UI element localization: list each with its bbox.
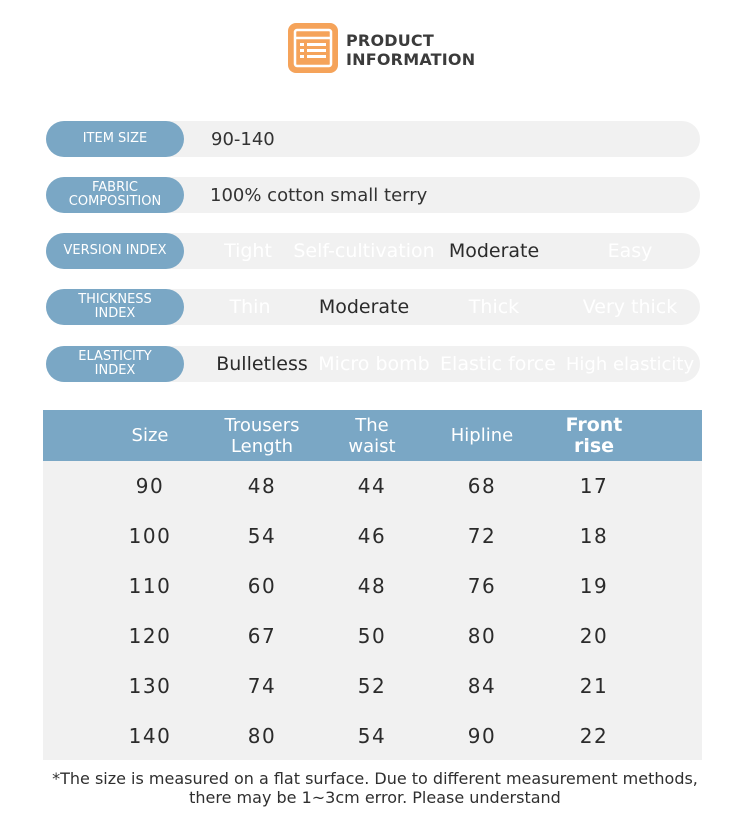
table-row: [43, 461, 702, 511]
table-cell: 76: [467, 574, 497, 598]
version-option-self-cultivation: Self-cultivation: [293, 240, 435, 262]
item-size-label: ITEM SIZE: [46, 121, 184, 157]
title-line-1: PRODUCT: [346, 31, 434, 50]
table-cell: 22: [579, 724, 609, 748]
header-trousers-length: Trousers Length: [224, 414, 300, 457]
table-cell: 80: [247, 724, 277, 748]
item-size-row: [46, 121, 700, 157]
title-line-2: INFORMATION: [346, 50, 476, 69]
thickness-option-thin: Thin: [229, 296, 271, 318]
table-cell: 46: [357, 524, 387, 548]
label-line-2: COMPOSITION: [68, 194, 162, 209]
table-row: [43, 711, 702, 761]
table-cell: 130: [128, 674, 172, 698]
table-cell: 90: [135, 474, 165, 498]
table-cell: 20: [579, 624, 609, 648]
label-line-2: INDEX: [94, 306, 136, 321]
table-cell: 74: [247, 674, 277, 698]
table-cell: 120: [128, 624, 172, 648]
thickness-index-label: [46, 289, 184, 325]
note-line-1: *The size is measured on a flat surface. Due to different measurement methods,: [52, 769, 698, 788]
version-index-row: [46, 233, 700, 269]
table-row: [43, 511, 702, 561]
elasticity-option-high-elasticity: High elasticity: [565, 353, 695, 375]
table-cell: 68: [467, 474, 497, 498]
table-cell: 48: [247, 474, 277, 498]
elasticity-index-row: [46, 346, 700, 382]
table-cell: 19: [579, 574, 609, 598]
table-cell: 54: [247, 524, 277, 548]
measurement-note: [0, 769, 750, 807]
thickness-index-row: [46, 289, 700, 325]
table-cell: 90: [467, 724, 497, 748]
table-cell: 140: [128, 724, 172, 748]
note-line-2: there may be 1~3cm error. Please understand: [189, 788, 561, 807]
table-cell: 60: [247, 574, 277, 598]
table-cell: 21: [579, 674, 609, 698]
thickness-option-moderate: Moderate: [318, 296, 410, 318]
header-size: Size: [131, 425, 169, 446]
fabric-composition-row: [46, 177, 700, 213]
table-cell: 110: [128, 574, 172, 598]
table-cell: 50: [357, 624, 387, 648]
table-row: [43, 661, 702, 711]
label-line-1: ELASTICITY: [78, 349, 152, 364]
table-cell: 72: [467, 524, 497, 548]
table-cell: 54: [357, 724, 387, 748]
fabric-composition-value: 100% cotton small terry: [210, 184, 428, 206]
table-cell: 17: [579, 474, 609, 498]
table-cell: 48: [357, 574, 387, 598]
table-header: [43, 410, 702, 461]
document-list-icon: [288, 23, 338, 73]
version-option-tight: Tight: [224, 240, 272, 262]
version-option-moderate: Moderate: [448, 240, 540, 262]
table-cell: 18: [579, 524, 609, 548]
label-line-1: FABRIC: [91, 180, 139, 195]
product-information-header: [0, 0, 750, 110]
label-line-2: INDEX: [94, 363, 136, 378]
page-title: [346, 31, 475, 69]
header-hipline: Hipline: [450, 425, 514, 446]
table-cell: 44: [357, 474, 387, 498]
table-row: [43, 561, 702, 611]
header-front-rise: Front rise: [565, 413, 623, 457]
table-cell: 84: [467, 674, 497, 698]
elasticity-option-elastic-force: Elastic force: [440, 353, 556, 375]
header-waist: The waist: [348, 414, 396, 457]
table-cell: 100: [128, 524, 172, 548]
fabric-composition-label: [46, 177, 184, 213]
item-size-value: 90-140: [211, 128, 275, 150]
label-line-1: THICKNESS: [78, 292, 152, 307]
table-cell: 52: [357, 674, 387, 698]
elasticity-index-label: [46, 346, 184, 382]
table-cell: 80: [467, 624, 497, 648]
version-option-easy: Easy: [607, 240, 653, 262]
elasticity-option-bulletless: Bulletless: [216, 353, 308, 375]
version-index-label: VERSION INDEX: [46, 233, 184, 269]
table-cell: 67: [247, 624, 277, 648]
size-table: [43, 410, 702, 760]
thickness-option-thick: Thick: [468, 296, 520, 318]
elasticity-option-micro-bomb: Micro bomb: [318, 353, 430, 375]
table-row: [43, 611, 702, 661]
thickness-option-very-thick: Very thick: [582, 296, 678, 318]
